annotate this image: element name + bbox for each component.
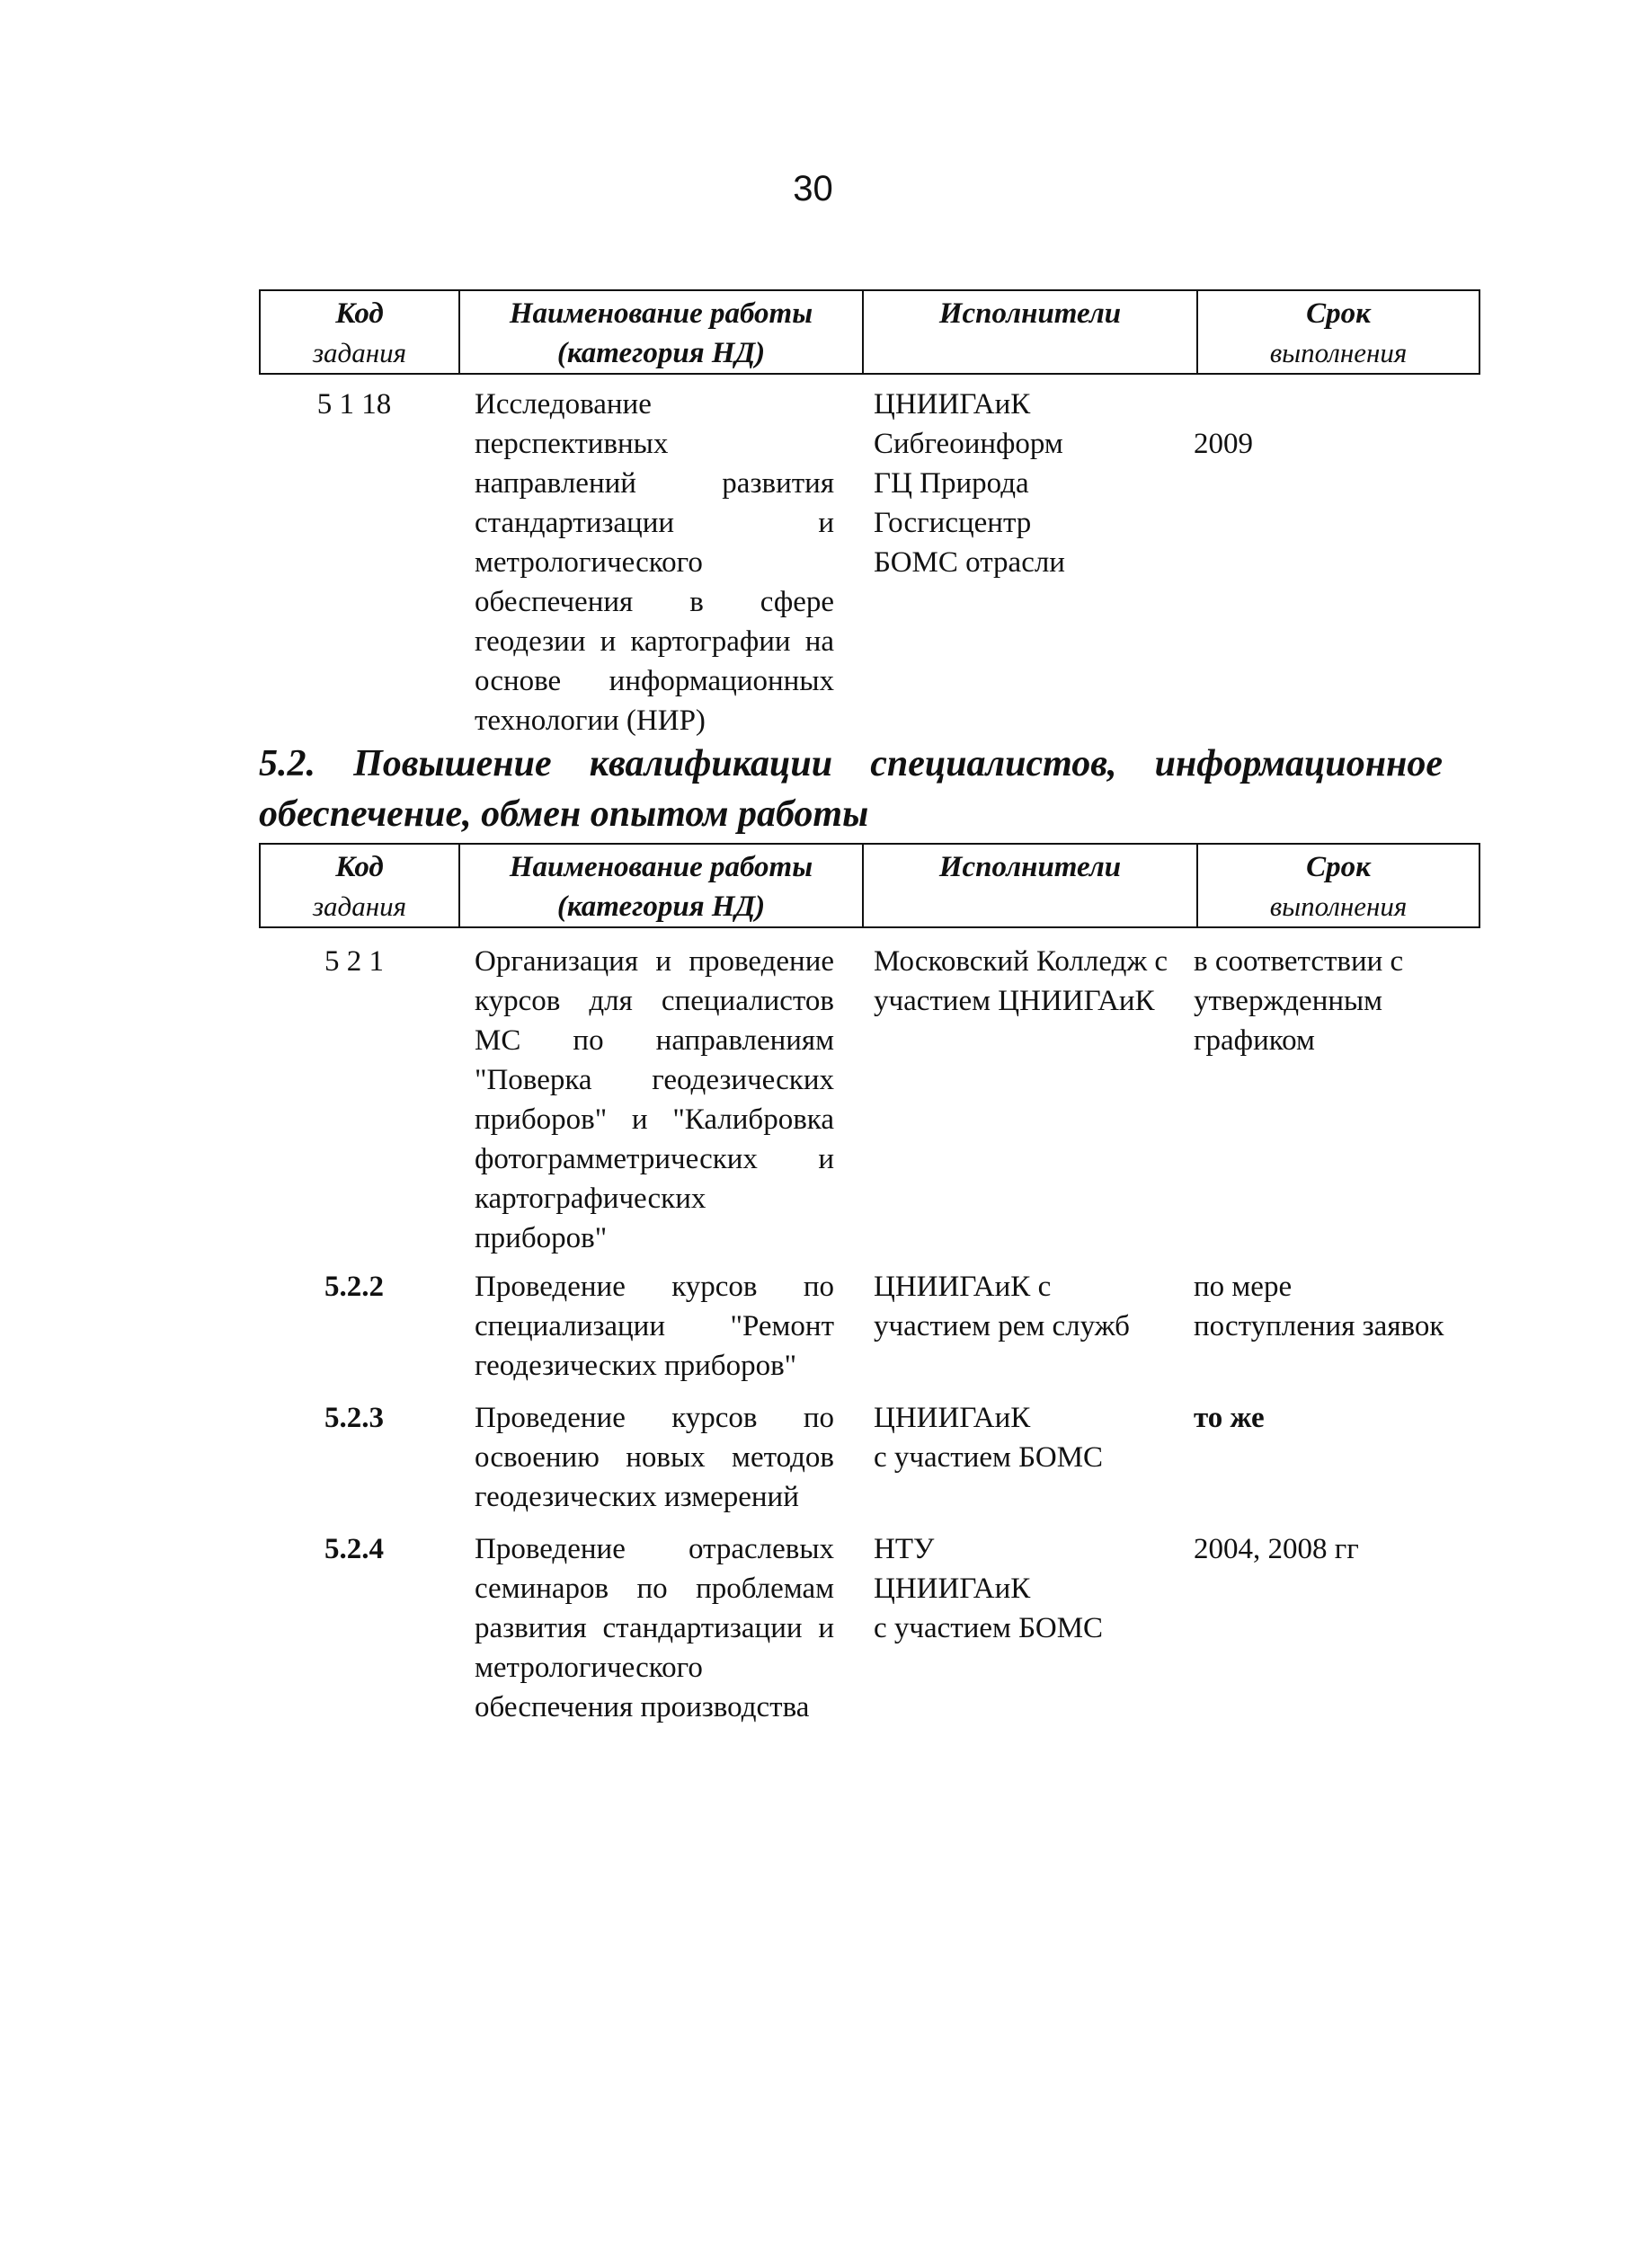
row-name: Проведение курсов по освоению новых методов геодезических измерений [475,1402,834,1513]
row-term: то же [1194,1402,1265,1434]
header-executors: Исполнители [863,844,1197,927]
row-name: Проведение курсов по специализации "Ремонт геодезических приборов" [475,1271,834,1382]
header-name: Наименование работы (категория НД) [459,844,863,927]
header-code: Код задания [260,844,459,927]
row-term: по мере поступления заявок [1194,1271,1444,1342]
header-term: Срок выполнения [1197,844,1479,927]
row-term: в соответствии с утвержденным графиком [1194,945,1404,1057]
row-executors: Московский Колледж с участием ЦНИИГАиК [874,945,1168,1017]
row-name: Проведение отраслевых семинаров по проблемам развития стандартизации и метрологического обеспечения производства [475,1533,834,1723]
row-code: 5.2.4 [324,1533,384,1565]
row-code: 5.2.2 [324,1271,384,1303]
header-term: Срок выполнения [1197,290,1479,374]
row-term: 2009 [1194,428,1253,460]
header-code: Код задания [260,290,459,374]
table-header-1 [259,289,1480,375]
row-code: 5 2 1 [324,945,384,978]
section-title: 5.2. Повышение квалификации специалистов, информационное обеспечение, обмен опытом работы [259,743,1443,835]
row-code: 5.2.3 [324,1402,384,1434]
table-header-2 [259,843,1480,928]
row-name: Организация и проведение курсов для специалистов МС по направлениям "Поверка геодезических приборов" и "Калибровка фотограмметрических и картографических приборов" [475,945,834,1254]
row-executors: ЦНИИГАиК Сибгеоинформ ГЦ Природа Госгисцентр БОМС отрасли [874,388,1065,579]
row-term: 2004, 2008 гг [1194,1533,1359,1565]
header-executors: Исполнители [863,290,1197,374]
page-number: 30 [793,169,833,208]
row-code: 5 1 18 [316,388,392,421]
row-executors: ЦНИИГАиК с участием рем служб [874,1271,1130,1342]
row-executors: ЦНИИГАиК с участием БОМС [874,1402,1104,1474]
row-executors: НТУ ЦНИИГАиК с участием БОМС [874,1533,1104,1644]
header-name: Наименование работы (категория НД) [459,290,863,374]
row-name: Исследование перспективных направлений развития стандартизации и метрологического обеспечения в сфере геодезии и картографии на основе информационных технологии (НИР) [475,388,834,737]
